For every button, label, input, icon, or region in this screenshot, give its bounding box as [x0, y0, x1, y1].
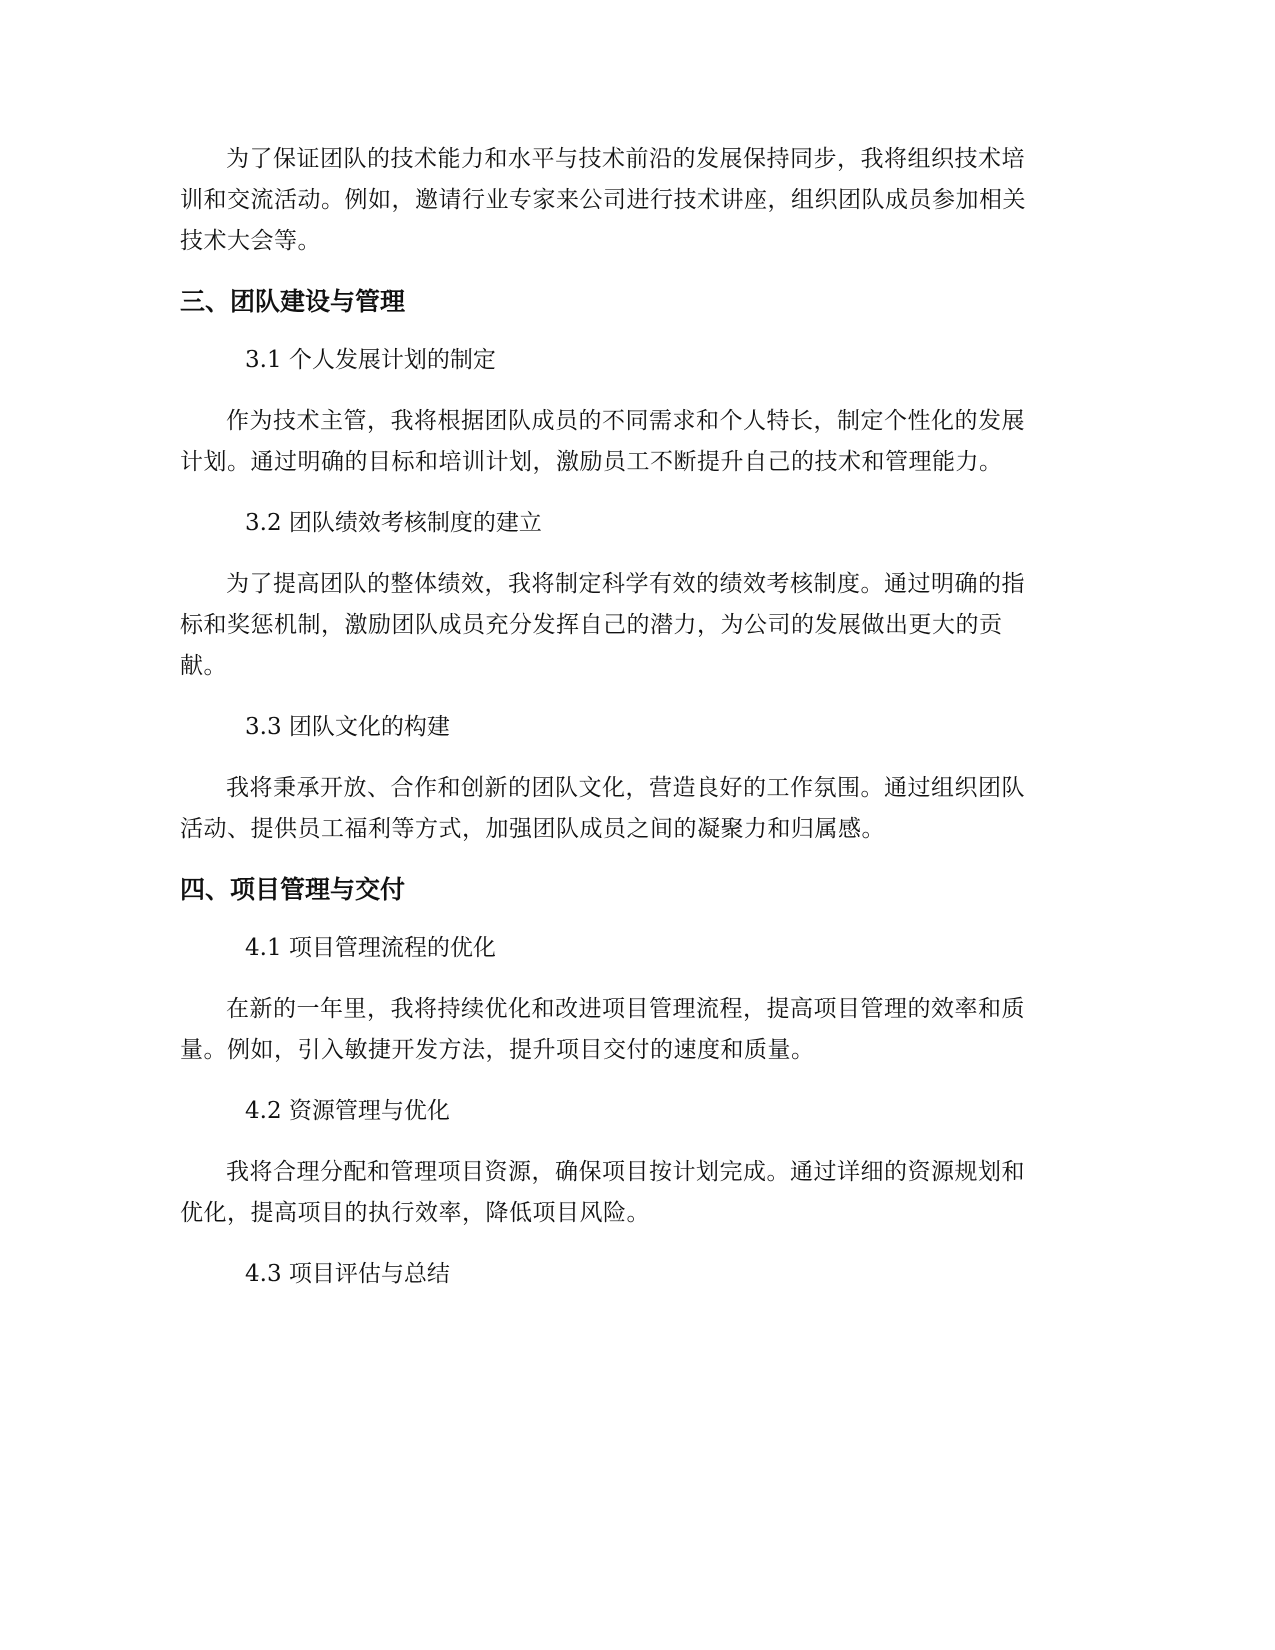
paragraph-personal-development: 作为技术主管，我将根据团队成员的不同需求和个人特长，制定个性化的发展计划。通过明确的目标和培训计划，激励员工不断提升自己的技术和管理能力。 [180, 408, 1025, 475]
paragraph-performance-review: 为了提高团队的整体绩效，我将制定科学有效的绩效考核制度。通过明确的指标和奖惩机制，激励团队成员充分发挥自己的潜力，为公司的发展做出更大的贡献。 [180, 571, 1025, 679]
paragraph-process-optimization: 在新的一年里，我将持续优化和改进项目管理流程，提高项目管理的效率和质量。例如，引入敏捷开发方法，提升项目交付的速度和质量。 [180, 996, 1025, 1063]
section-heading-team-building: 三、团队建设与管理 [180, 287, 406, 316]
document-page [180, 139, 1040, 1315]
subsection-heading-4-3: 4.3 项目评估与总结 [245, 1261, 450, 1287]
subsection-heading-4-1: 4.1 项目管理流程的优化 [245, 935, 496, 961]
section-heading-project-management: 四、项目管理与交付 [180, 875, 406, 904]
paragraph-resource-management: 我将合理分配和管理项目资源，确保项目按计划完成。通过详细的资源规划和优化，提高项目的执行效率，降低项目风险。 [180, 1159, 1025, 1226]
paragraph-team-culture: 我将秉承开放、合作和创新的团队文化，营造良好的工作氛围。通过组织团队活动、提供员工福利等方式，加强团队成员之间的凝聚力和归属感。 [180, 775, 1025, 842]
subsection-heading-3-2: 3.2 团队绩效考核制度的建立 [245, 510, 542, 536]
paragraph-tech-training: 为了保证团队的技术能力和水平与技术前沿的发展保持同步，我将组织技术培训和交流活动。例如，邀请行业专家来公司进行技术讲座，组织团队成员参加相关技术大会等。 [180, 146, 1026, 254]
subsection-heading-3-1: 3.1 个人发展计划的制定 [245, 347, 496, 373]
subsection-heading-3-3: 3.3 团队文化的构建 [245, 714, 450, 740]
subsection-heading-4-2: 4.2 资源管理与优化 [245, 1098, 450, 1124]
